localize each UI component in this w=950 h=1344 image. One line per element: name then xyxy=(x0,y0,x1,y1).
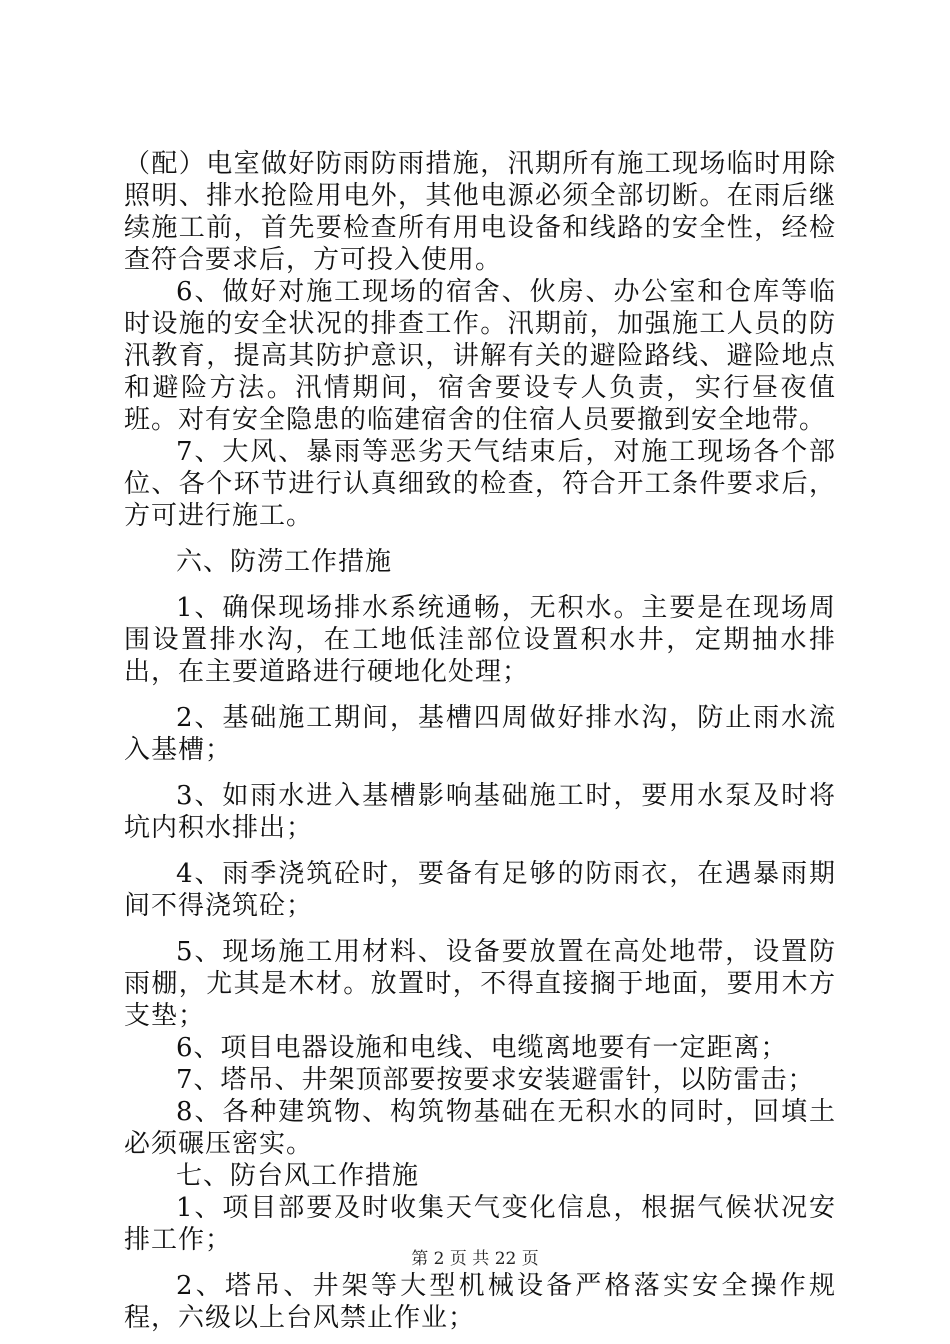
section-heading-6: 六、防涝工作措施 xyxy=(176,547,393,577)
paragraph-item-6: 6、做好对施工现场的宿舍、伙房、办公室和仓库等临时设施的安全状况的排查工作。汛期前，加强施工人员的防汛教育，提高其防护意识，讲解有关的避险路线、避险地点和避险方法。汛情期间，宿舍要设专人负责，实行昼夜值班。对有安全隐患的临建宿舍的住宿人员要撤到安全地带。 xyxy=(124,277,836,435)
paragraph-flood-6: 6、项目电器设施和电线、电缆离地要有一定距离； xyxy=(176,1033,788,1063)
paragraph-flood-3: 3、如雨水进入基槽影响基础施工时，要用水泵及时将坑内积水排出； xyxy=(124,781,836,843)
page-number-footer: 第 2 页 共 22 页 xyxy=(411,1249,539,1269)
paragraph-typhoon-2: 2、塔吊、井架等大型机械设备严格落实安全操作规程，六级以上台风禁止作业； xyxy=(124,1271,836,1333)
paragraph-flood-5: 5、现场施工用材料、设备要放置在高处地带，设置防雨棚，尤其是木材。放置时，不得直接搁于地面，要用木方支垫； xyxy=(124,937,836,1031)
paragraph-item-7: 7、大风、暴雨等恶劣天气结束后，对施工现场各个部位、各个环节进行认真细致的检查，符合开工条件要求后，方可进行施工。 xyxy=(124,437,836,531)
paragraph-flood-7: 7、塔吊、井架顶部要按要求安装避雷针，以防雷击； xyxy=(176,1065,815,1095)
paragraph-flood-4: 4、雨季浇筑砼时，要备有足够的防雨衣，在遇暴雨期间不得浇筑砼； xyxy=(124,859,836,921)
paragraph-typhoon-1: 1、项目部要及时收集天气变化信息，根据气候状况安排工作； xyxy=(124,1193,836,1255)
paragraph-flood-8: 8、各种建筑物、构筑物基础在无积水的同时，回填土必须碾压密实。 xyxy=(124,1097,836,1159)
paragraph-flood-1: 1、确保现场排水系统通畅，无积水。主要是在现场周围设置排水沟，在工地低洼部位设置积水井，定期抽水排出，在主要道路进行硬地化处理； xyxy=(124,593,836,687)
document-body xyxy=(124,148,836,1334)
paragraph-continuation: （配）电室做好防雨防雨措施，汛期所有施工现场临时用除照明、排水抢险用电外，其他电源必须全部切断。在雨后继续施工前，首先要检查所有用电设备和线路的安全性，经检查符合要求后，方可投入使用。 xyxy=(124,149,836,275)
section-heading-7: 七、防台风工作措施 xyxy=(176,1161,420,1191)
paragraph-flood-2: 2、基础施工期间，基槽四周做好排水沟，防止雨水流入基槽； xyxy=(124,703,836,765)
